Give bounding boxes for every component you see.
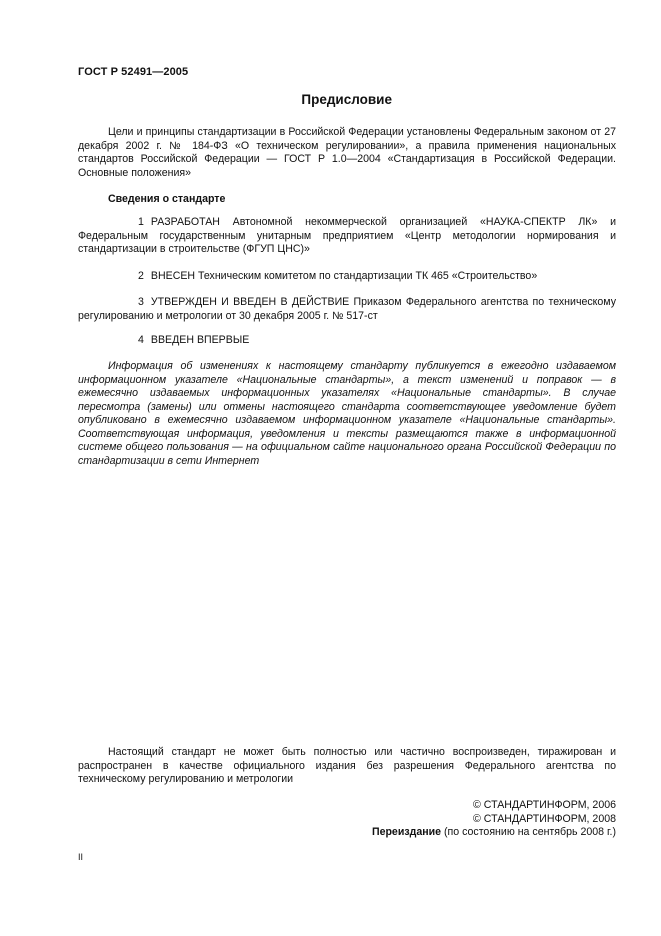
intro-text: Цели и принципы стандартизации в Российской Федерации установлены Федеральным законом от 27 декабря 2002 г. № 184-ФЗ «О техническом регулировании», а правила применения национальных стандартов Российской Федерации — ГОСТ Р 1.0—2004 «Стандартизация в Российской Федерации. Основные положения» xyxy=(78,126,616,179)
reissue-line xyxy=(78,826,616,840)
notice-paragraph xyxy=(78,360,616,468)
item-number: 2 xyxy=(138,270,144,282)
reissue-note: (по состоянию на сентябрь 2008 г.) xyxy=(443,826,616,838)
reissue-label: Переиздание xyxy=(371,826,442,838)
intro-paragraph xyxy=(78,126,616,180)
item-text: ВВЕДЕН ВПЕРВЫЕ xyxy=(150,334,250,346)
item-text: ВНЕСЕН Техническим комитетом по стандартизации ТК 465 «Строительство» xyxy=(150,270,538,282)
copyright-line: © СТАНДАРТИНФОРМ, 2006 xyxy=(473,799,616,811)
list-item xyxy=(78,216,616,257)
copyright-notice-paragraph xyxy=(78,746,616,787)
copyright-line: © СТАНДАРТИНФОРМ, 2008 xyxy=(473,812,616,825)
page-number: II xyxy=(78,852,84,862)
item-number: 1 xyxy=(138,216,144,228)
standard-code-header: ГОСТ Р 52491—2005 xyxy=(78,66,189,78)
list-item xyxy=(78,270,616,284)
item-text: РАЗРАБОТАН Автономной некоммерческой организацией «НАУКА-СПЕКТР ЛК» и Федеральным государственным унитарным предприятием «Центр методологии нормирования и стандартизации в строительстве (ФГУП ЦНС)» xyxy=(78,216,616,255)
copyright-block xyxy=(78,799,616,840)
list-item xyxy=(78,334,616,348)
item-number: 3 xyxy=(138,296,144,308)
list-item xyxy=(78,296,616,323)
item-number: 4 xyxy=(138,334,144,346)
notice-text: Информация об изменениях к настоящему стандарту публикуется в ежегодно издаваемом информационном указателе «Национальные стандарты», а текст изменений и поправок — в ежемесячно издаваемых информационных указателях «Национальные стандарты». В случае пересмотра (замены) или отмены настоящего стандарта соответствующее уведомление будет опубликовано в ежемесячно издаваемом информационном указателе «Национальные стандарты». Соответствующая информация, уведомления и тексты размещаются также в информационной системе общего пользования — на официальном сайте национального органа Российской Федерации по стандартизации в сети Интернет xyxy=(78,360,616,467)
section-heading: Сведения о стандарте xyxy=(108,193,226,205)
page-title: Предисловие xyxy=(301,92,392,107)
copyright-notice-text: Настоящий стандарт не может быть полностью или частично воспроизведен, тиражирован и распространен в качестве официального издания без разрешения Федерального агентства по техническому регулированию и метрологии xyxy=(78,746,616,785)
item-text: УТВЕРЖДЕН И ВВЕДЕН В ДЕЙСТВИЕ Приказом Федерального агентства по техническому регулированию и метрологии от 30 декабря 2005 г. № 517-ст xyxy=(78,296,616,322)
